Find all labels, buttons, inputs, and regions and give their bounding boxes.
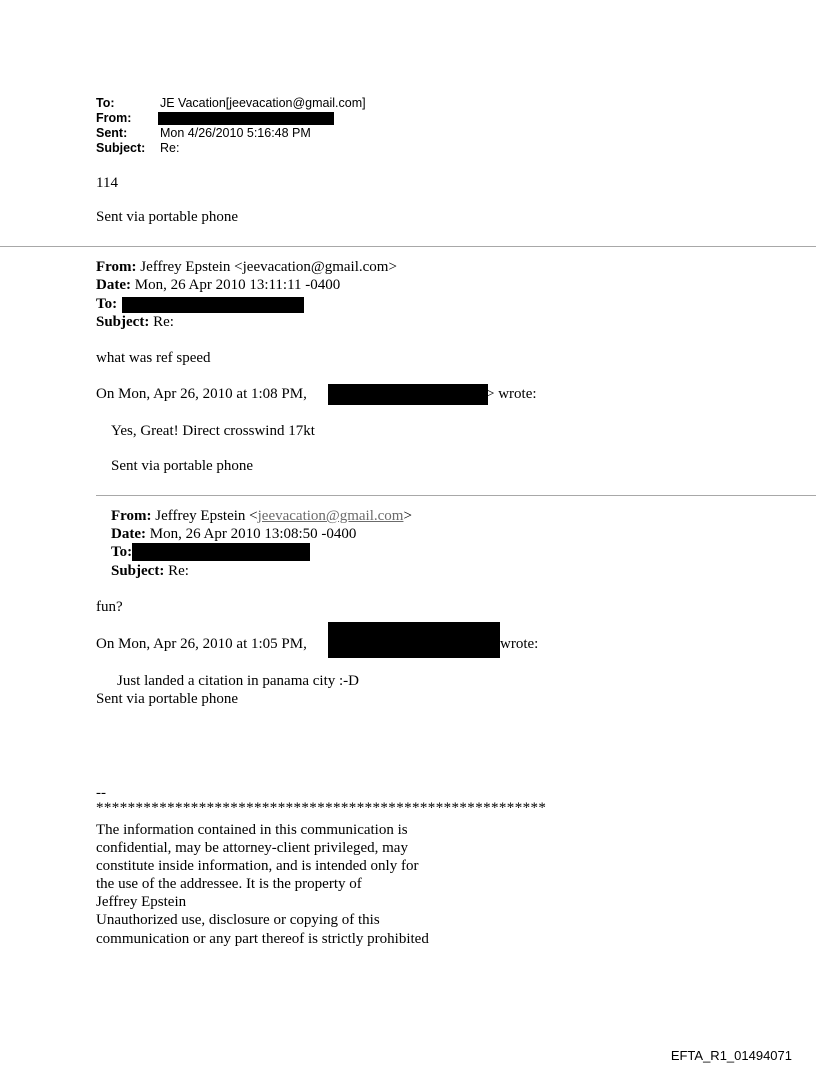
header-from-label: From:: [96, 111, 132, 125]
message3-to-label: To:: [111, 544, 133, 560]
message2-to-label: To:: [96, 296, 118, 312]
document-id: EFTA_R1_01494071: [670, 1048, 792, 1063]
message3-quoted-body: Just landed a citation in panama city :-D: [117, 673, 360, 689]
message3-subject-label: Subject:: [111, 563, 165, 579]
message2-from-row: [96, 258, 397, 276]
header-sent-label: Sent:: [96, 126, 128, 140]
disclaimer-line: communication or any part thereof is strictly prohibited: [96, 931, 429, 947]
message2-date-row: [96, 276, 340, 294]
message2-quote-intro-start: On Mon, Apr 26, 2010 at 1:08 PM,: [96, 386, 307, 402]
message3-date-value: Mon, 26 Apr 2010 13:08:50 -0400: [149, 526, 357, 542]
message1-body: 114: [96, 175, 118, 191]
redaction-bar: [328, 384, 488, 405]
message2-date-label: Date:: [96, 277, 131, 293]
header-to-row: [96, 96, 366, 111]
disclaimer-line: the use of the addressee. It is the property of: [96, 876, 362, 892]
message3-date-row: [111, 525, 356, 543]
message3-quote-intro: [96, 635, 307, 653]
message2-subject-label: Subject:: [96, 314, 150, 330]
header-from-row: [96, 111, 160, 126]
header-sent-row: [96, 126, 311, 141]
disclaimer-stars: *********************************************************: [96, 800, 547, 816]
divider: [96, 495, 816, 496]
redaction-bar: [132, 543, 310, 561]
message3-from-prefix: Jeffrey Epstein <: [155, 508, 258, 524]
disclaimer-line: constitute inside information, and is intended only for: [96, 858, 419, 874]
header-subject-value: Re:: [160, 141, 180, 155]
disclaimer-line: Jeffrey Epstein: [96, 894, 187, 910]
header-sent-value: Mon 4/26/2010 5:16:48 PM: [160, 126, 311, 140]
message3-quote-intro-start: On Mon, Apr 26, 2010 at 1:05 PM,: [96, 636, 307, 652]
message2-subject-row: [96, 313, 174, 331]
message3-from-label: From:: [111, 508, 152, 524]
redaction-bar: [122, 297, 304, 313]
message2-to-row: [96, 295, 117, 313]
header-subject-row: [96, 141, 179, 156]
message3-subject-value: Re:: [168, 563, 189, 579]
message3-from-row: [111, 507, 412, 525]
message2-quoted-signature: Sent via portable phone: [111, 458, 254, 474]
message1-signature: Sent via portable phone: [96, 209, 239, 225]
message3-signature: Sent via portable phone: [96, 691, 239, 707]
message3-from-suffix: >: [403, 508, 412, 524]
message2-subject-value: Re:: [153, 314, 174, 330]
message2-from-label: From:: [96, 259, 137, 275]
disclaimer-line: Unauthorized use, disclosure or copying of this: [96, 912, 380, 928]
divider: [0, 246, 816, 247]
message2-quote-intro: [96, 385, 307, 403]
message3-from-link[interactable]: jeevacation@gmail.com: [257, 508, 404, 524]
message2-quote-intro-end: > wrote:: [486, 386, 537, 402]
message2-from-value: Jeffrey Epstein <jeevacation@gmail.com>: [140, 259, 397, 275]
disclaimer-dashes: --: [96, 785, 106, 801]
redaction-bar: [158, 112, 334, 125]
message2-body: what was ref speed: [96, 350, 211, 366]
message2-date-value: Mon, 26 Apr 2010 13:11:11 -0400: [134, 277, 341, 293]
disclaimer-line: The information contained in this communication is: [96, 822, 408, 838]
message3-quote-intro-end: wrote:: [500, 636, 539, 652]
message3-to-row: [111, 543, 132, 561]
message2-quoted-body: Yes, Great! Direct crosswind 17kt: [111, 423, 315, 439]
redaction-bar: [328, 622, 500, 658]
header-subject-label: Subject:: [96, 141, 146, 155]
header-to-value: JE Vacation[jeevacation@gmail.com]: [160, 96, 366, 110]
header-to-label: To:: [96, 96, 115, 110]
message3-subject-row: [111, 562, 189, 580]
message3-body: fun?: [96, 599, 123, 615]
message3-date-label: Date:: [111, 526, 146, 542]
disclaimer-line: confidential, may be attorney-client privileged, may: [96, 840, 408, 856]
